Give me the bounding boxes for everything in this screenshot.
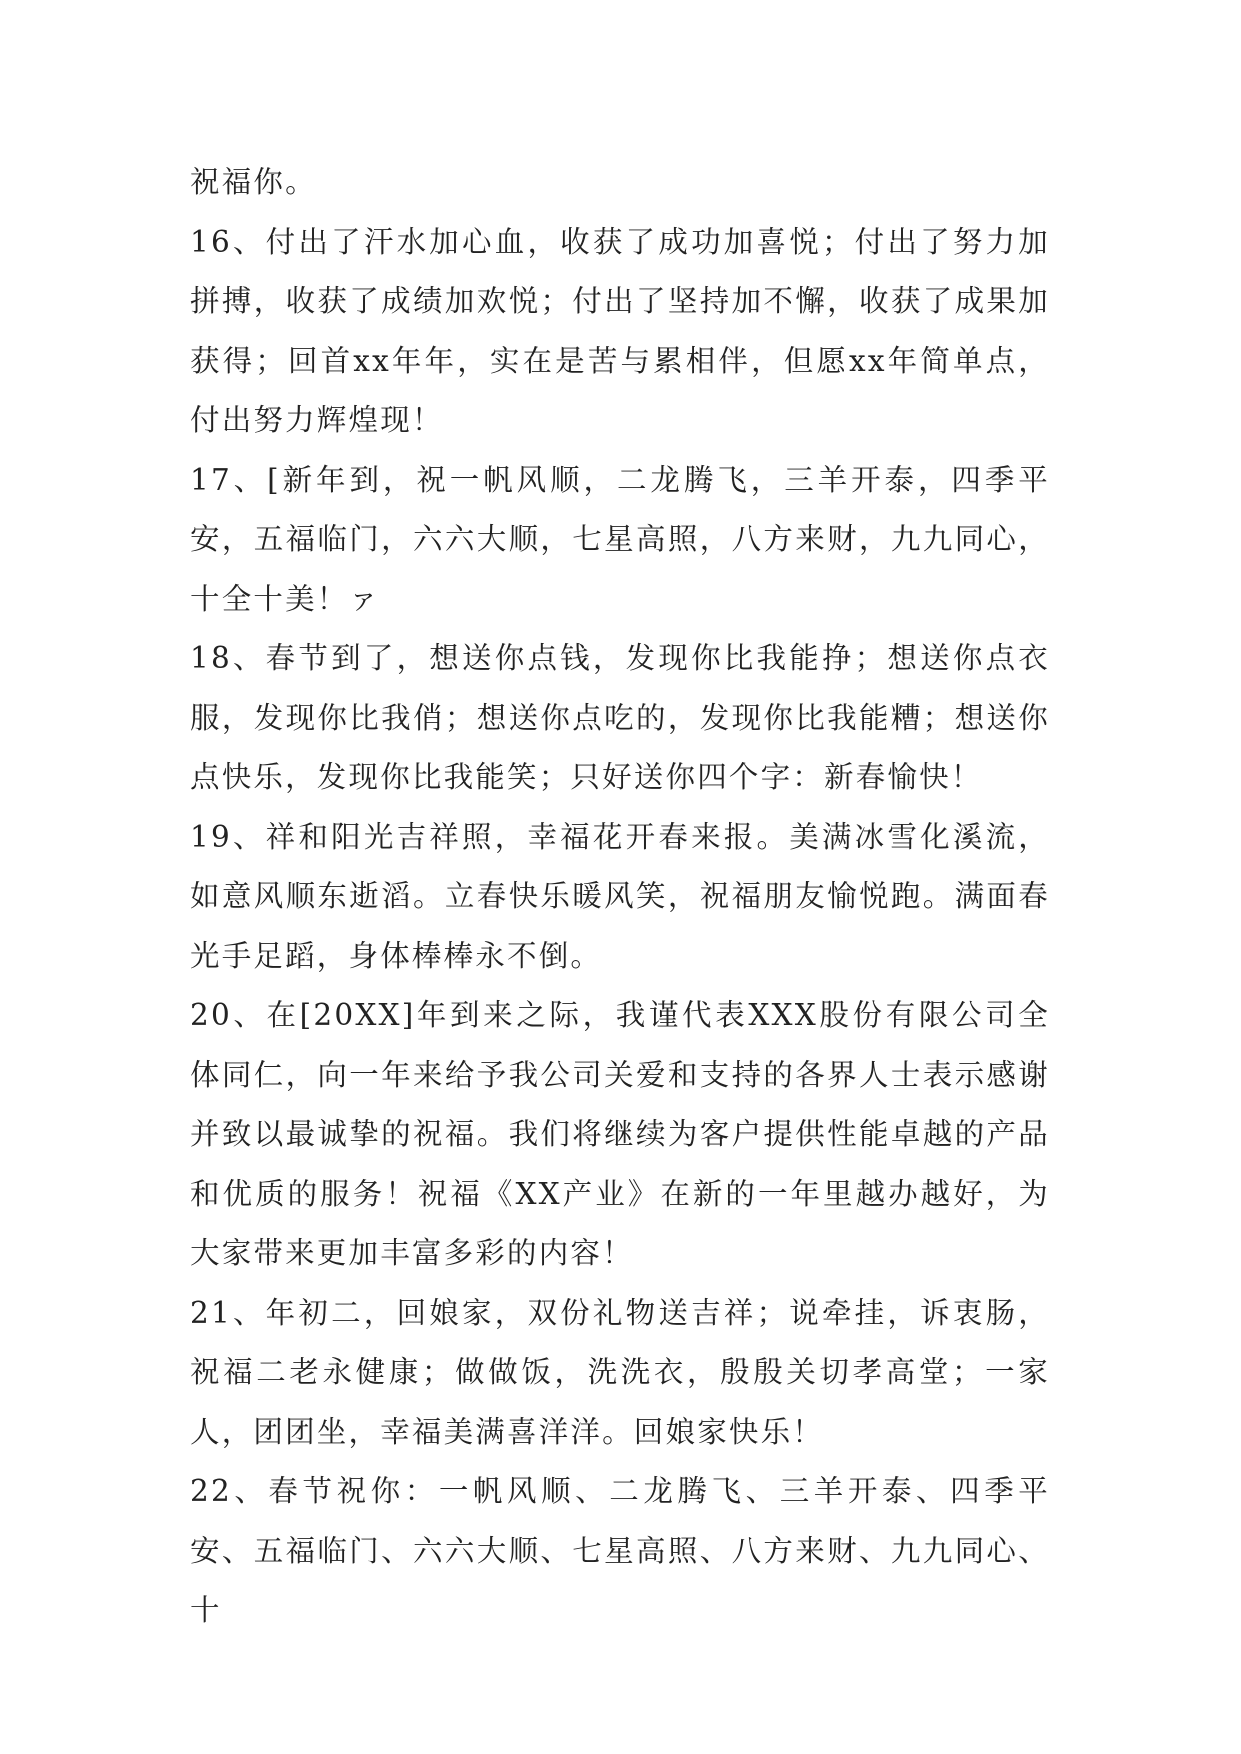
document-body (190, 153, 1050, 1641)
paragraph-continuation: 祝福你。 (190, 165, 317, 199)
paragraph-item-18: 18、春节到了，想送你点钱，发现你比我能挣；想送你点衣服，发现你比我俏；想送你点吃的，发现你比我能糟；想送你点快乐，发现你比我能笑；只好送你四个字：新春愉快！ (190, 641, 1050, 794)
paragraph-item-20: 20、在[20XX]年到来之际，我谨代表XXX股份有限公司全体同仁，向一年来给予我公司关爱和支持的各界人士表示感谢并致以最诚挚的祝福。我们将继续为客户提供性能卓越的产品和优质的服务！祝福《XX产业》在新的一年里越办越好，为大家带来更加丰富多彩的内容！ (190, 998, 1050, 1270)
paragraph-item-22: 22、春节祝你：一帆风顺、二龙腾飞、三羊开泰、四季平安、五福临门、六六大顺、七星高照、八方来财、九九同心、十 (190, 1474, 1050, 1627)
paragraph-item-19: 19、祥和阳光吉祥照，幸福花开春来报。美满冰雪化溪流，如意风顺东逝滔。立春快乐暖风笑，祝福朋友愉悦跑。满面春光手足蹈，身体棒棒永不倒。 (190, 819, 1050, 973)
paragraph-item-16: 16、付出了汗水加心血，收获了成功加喜悦；付出了努力加拼搏，收获了成绩加欢悦；付出了坚持加不懈，收获了成果加获得；回首xx年年，实在是苦与累相伴，但愿xx年简单点，付出努力辉煌现！ (190, 224, 1050, 437)
paragraph-item-21: 21、年初二，回娘家，双份礼物送吉祥；说牵挂，诉衷肠，祝福二老永健康；做做饭，洗洗衣，殷殷关切孝高堂；一家人，团团坐，幸福美满喜洋洋。回娘家快乐！ (190, 1295, 1050, 1449)
paragraph-item-17: 17、[新年到，祝一帆风顺，二龙腾飞，三羊开泰，四季平安，五福临门，六六大顺，七星高照，八方来财，九九同心，十全十美！ァ (190, 462, 1050, 616)
